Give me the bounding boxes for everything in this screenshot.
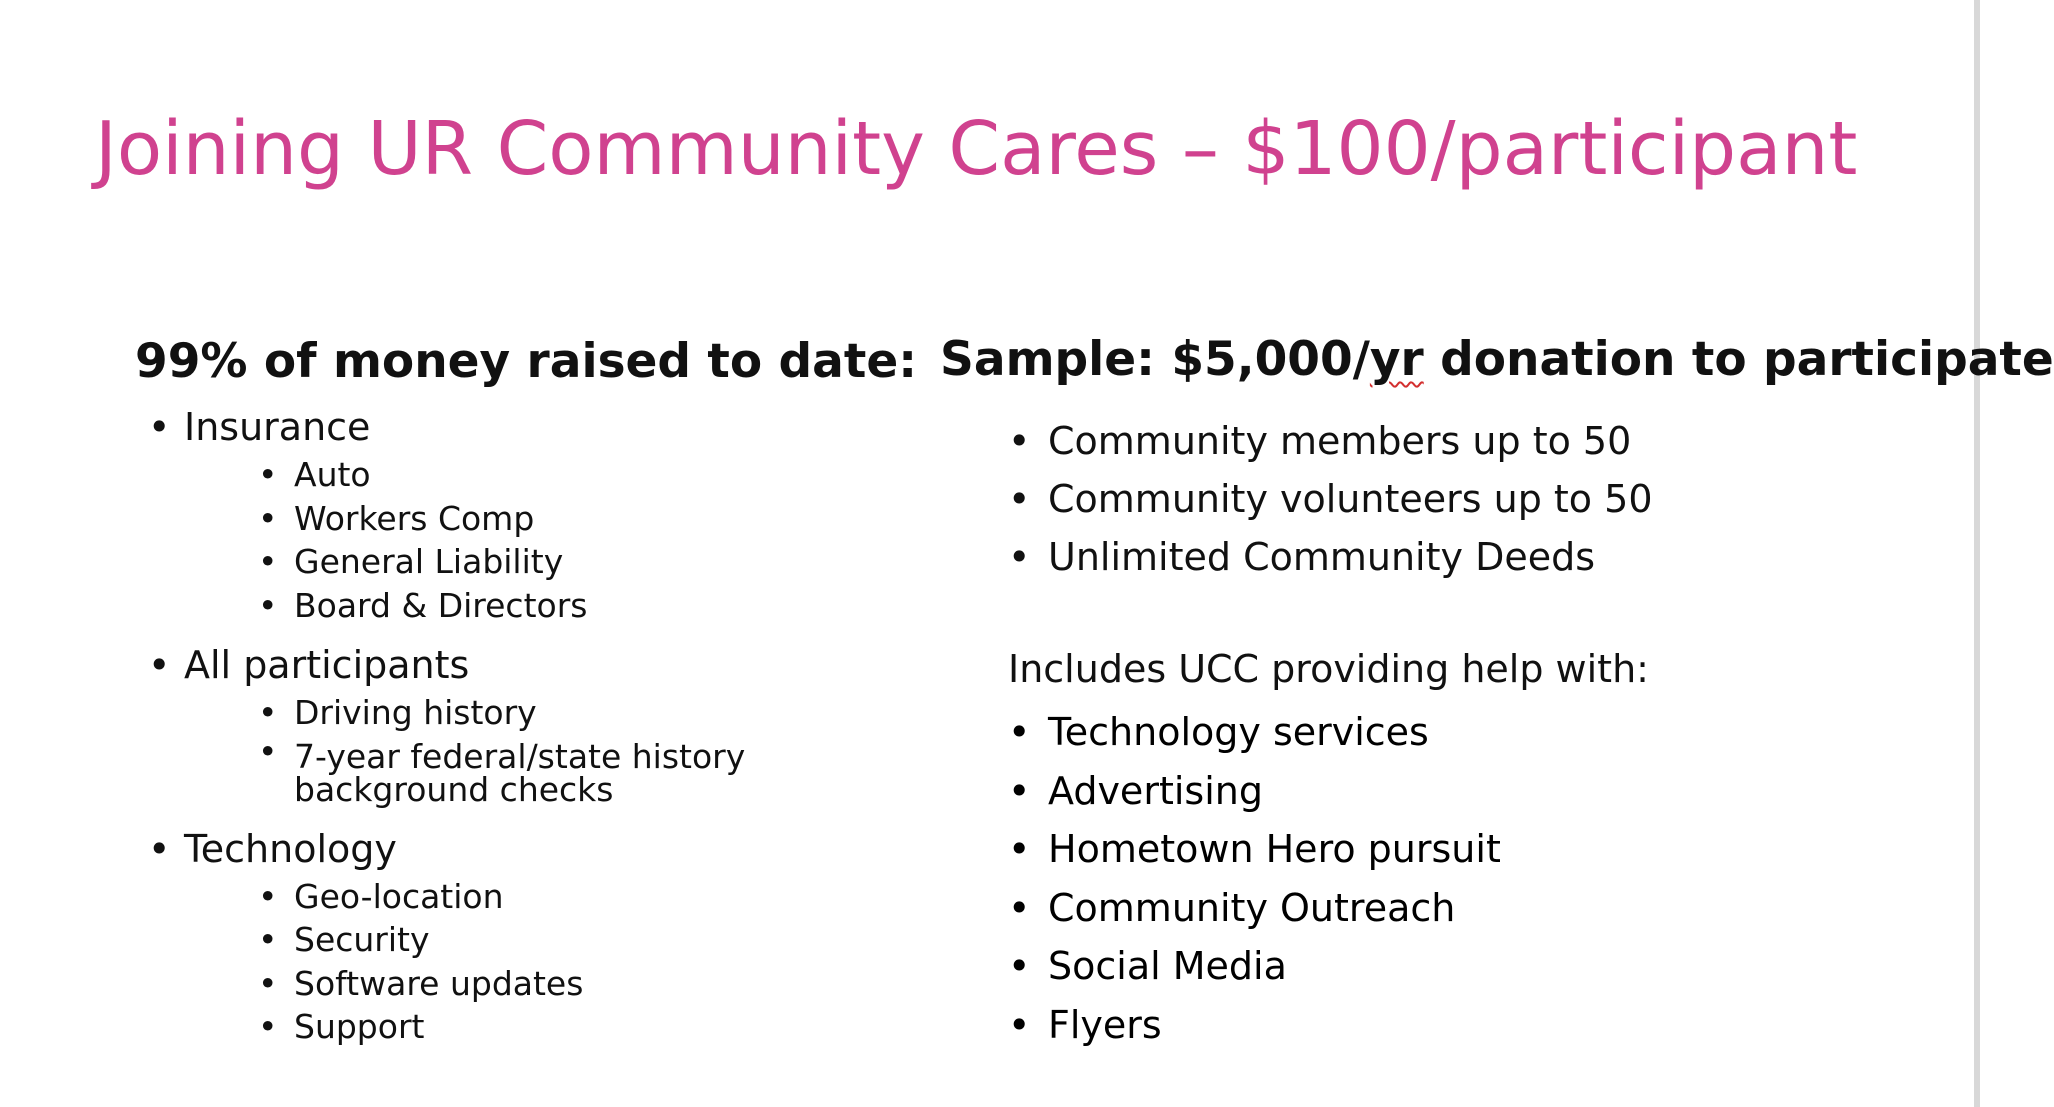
sub-list-item: • Auto <box>184 453 908 497</box>
sub-list-item: • Driving history <box>184 691 908 735</box>
participation-tier-list <box>1008 412 1948 586</box>
sub-list-item: • Software updates <box>184 962 908 1006</box>
sub-list <box>184 691 908 811</box>
sub-list-item: • General Liability <box>184 540 908 584</box>
list-item-insurance <box>148 403 908 627</box>
includes-label: Includes UCC providing help with: <box>1008 647 1649 691</box>
list-item-label: Insurance <box>184 405 371 449</box>
sub-list-item: • 7-year federal/state history background checks <box>184 735 908 811</box>
list-item-label: Technology <box>184 826 397 871</box>
right-column-heading <box>940 332 2054 388</box>
sub-list <box>184 875 908 1049</box>
list-item: • Community volunteers up to 50 <box>1008 470 1948 528</box>
list-item: • Flyers <box>1008 996 1948 1055</box>
left-column-heading: 99% of money raised to date: <box>135 334 918 389</box>
sub-list <box>184 453 908 627</box>
list-item: • Social Media <box>1008 937 1948 996</box>
sub-list-item: • Workers Comp <box>184 497 908 541</box>
list-item: • Technology services <box>1008 703 1948 762</box>
sub-list-item: • Geo-location <box>184 875 908 919</box>
services-list <box>1008 703 1948 1055</box>
list-item: • Community members up to 50 <box>1008 412 1948 470</box>
list-item-technology <box>148 825 908 1049</box>
list-item: • Hometown Hero pursuit <box>1008 820 1948 879</box>
slide-edge-scrollbar[interactable] <box>1974 0 1980 1107</box>
sub-list-item: • Board & Directors <box>184 584 908 628</box>
heading-suffix: donation to participate <box>1423 332 2054 387</box>
spellcheck-flagged-word: yr <box>1369 332 1424 387</box>
list-item: • Community Outreach <box>1008 879 1948 938</box>
list-item-label: All participants <box>184 643 470 687</box>
list-item: • Unlimited Community Deeds <box>1008 528 1948 586</box>
left-bullet-list <box>148 403 908 1049</box>
sub-list-item: • Security <box>184 918 908 962</box>
heading-prefix: Sample: $5,000/ <box>940 332 1370 387</box>
list-item: • Advertising <box>1008 762 1948 821</box>
list-item-all-participants <box>148 641 908 811</box>
sub-list-item: • Support <box>184 1005 908 1049</box>
slide-title: Joining UR Community Cares – $100/participant <box>95 106 1858 192</box>
